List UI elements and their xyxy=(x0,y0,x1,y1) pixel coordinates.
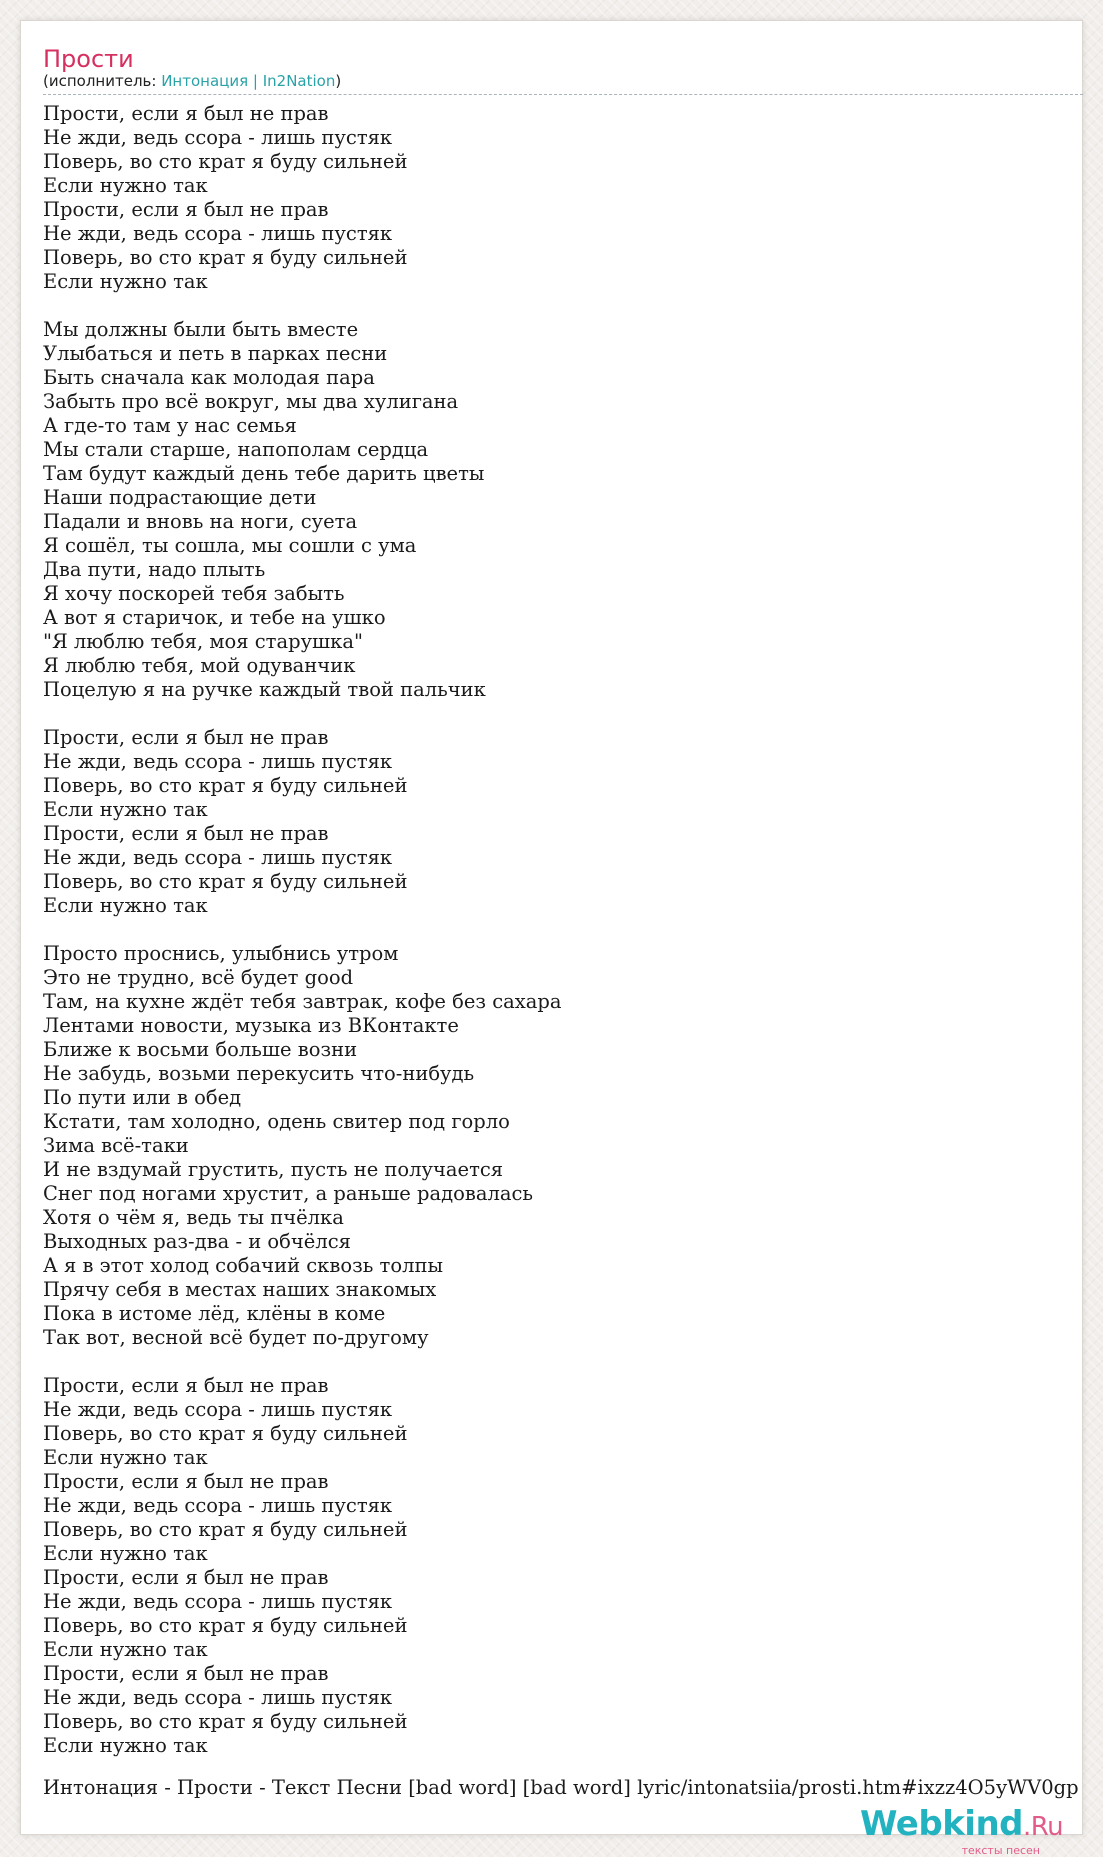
lyrics-line: Не жди, ведь ссора - лишь пустяк xyxy=(43,846,393,869)
lyrics-line: Не жди, ведь ссора - лишь пустяк xyxy=(43,1590,393,1613)
lyrics-line: Там, на кухне ждёт тебя завтрак, кофе без сахара xyxy=(43,990,562,1013)
lyrics-line: Просто проснись, улыбнись утром xyxy=(43,942,399,965)
lyrics-line: Прячу себя в местах наших знакомых xyxy=(43,1278,437,1301)
lyrics-line: А вот я старичок, и тебе на ушко xyxy=(43,606,386,629)
lyrics-line: Поверь, во сто крат я буду сильней xyxy=(43,1518,408,1541)
lyrics-line: И не вздумай грустить, пусть не получается xyxy=(43,1158,504,1181)
lyrics-line: Прости, если я был не прав xyxy=(43,1662,329,1685)
lyrics-line: Не жди, ведь ссора - лишь пустяк xyxy=(43,1686,393,1709)
source-line: Интонация - Прости - Текст Песни [bad word] [bad word] lyric/intonatsiia/prosti.htm#ixzz4O5yWV0gp xyxy=(43,1776,1079,1799)
lyrics-line: Там будут каждый день тебе дарить цветы xyxy=(43,462,485,485)
performer-suffix: ) xyxy=(335,72,342,90)
lyrics-line: Пока в истоме лёд, клёны в коме xyxy=(43,1302,386,1325)
lyrics-line: Снег под ногами хрустит, а раньше радовалась xyxy=(43,1182,534,1205)
lyrics-line: Поверь, во сто крат я буду сильней xyxy=(43,1614,408,1637)
lyrics-line: Мы должны были быть вместе xyxy=(43,318,359,341)
lyrics-line: А я в этот холод собачий сквозь толпы xyxy=(43,1254,443,1277)
logo-main-text: Webkind xyxy=(860,1804,1023,1844)
lyrics-stanza xyxy=(43,1374,1103,1758)
lyrics-line: Не жди, ведь ссора - лишь пустяк xyxy=(43,750,393,773)
lyrics-line: Прости, если я был не прав xyxy=(43,198,329,221)
performer-prefix: (исполнитель: xyxy=(43,72,162,90)
lyrics-line: Кстати, там холодно, одень свитер под горло xyxy=(43,1110,510,1133)
lyrics-line: Если нужно так xyxy=(43,1734,208,1757)
lyrics-line: Поверь, во сто крат я буду сильней xyxy=(43,1710,408,1733)
lyrics-line: Это не трудно, всё будет good xyxy=(43,966,354,989)
lyrics-line: Я люблю тебя, мой одуванчик xyxy=(43,654,356,677)
logo-suffix: .Ru xyxy=(1023,1812,1064,1842)
lyrics-line: Лентами новости, музыка из ВКонтакте xyxy=(43,1014,459,1037)
logo-tagline: тексты песен xyxy=(961,1844,1040,1857)
lyrics-line: Два пути, надо плыть xyxy=(43,558,266,581)
lyrics-line: Прости, если я был не прав xyxy=(43,1566,329,1589)
lyrics-line: Прости, если я был не прав xyxy=(43,726,329,749)
lyrics-line: По пути или в обед xyxy=(43,1086,242,1109)
lyrics-stanza xyxy=(43,318,1103,702)
lyrics-line: Поверь, во сто крат я буду сильней xyxy=(43,1422,408,1445)
lyrics-line: Если нужно так xyxy=(43,174,208,197)
lyrics-line: Если нужно так xyxy=(43,798,208,821)
lyrics-line: Не жди, ведь ссора - лишь пустяк xyxy=(43,1398,393,1421)
lyrics-line: Поверь, во сто крат я буду сильней xyxy=(43,246,408,269)
webkind-logo[interactable] xyxy=(860,1804,1064,1857)
lyrics-body xyxy=(43,102,1103,1782)
lyrics-line: Поверь, во сто крат я буду сильней xyxy=(43,150,408,173)
lyrics-card xyxy=(20,20,1083,1857)
performer-line xyxy=(43,71,1083,95)
lyrics-line: Не забудь, возьми перекусить что-нибудь xyxy=(43,1062,475,1085)
lyrics-line: Наши подрастающие дети xyxy=(43,486,317,509)
song-title: Прости xyxy=(43,45,134,73)
lyrics-line: Зима всё-таки xyxy=(43,1134,189,1157)
lyrics-stanza xyxy=(43,102,1103,294)
lyrics-line: Поцелую я на ручке каждый твой пальчик xyxy=(43,678,486,701)
logo-wordmark xyxy=(860,1804,1064,1844)
lyrics-line: Поверь, во сто крат я буду сильней xyxy=(43,870,408,893)
lyrics-line: Если нужно так xyxy=(43,270,208,293)
lyrics-line: Улыбаться и петь в парках песни xyxy=(43,342,388,365)
lyrics-line: Я хочу поскорей тебя забыть xyxy=(43,582,345,605)
lyrics-line: Быть сначала как молодая пара xyxy=(43,366,375,389)
lyrics-line: Выходных раз-два - и обчёлся xyxy=(43,1230,351,1253)
lyrics-line: Прости, если я был не прав xyxy=(43,822,329,845)
lyrics-line: Если нужно так xyxy=(43,1542,208,1565)
lyrics-line: Я сошёл, ты сошла, мы сошли с ума xyxy=(43,534,417,557)
lyrics-line: Если нужно так xyxy=(43,1446,208,1469)
lyrics-line: "Я люблю тебя, моя старушка" xyxy=(43,630,363,653)
lyrics-line: Прости, если я был не прав xyxy=(43,102,329,125)
lyrics-line: Не жди, ведь ссора - лишь пустяк xyxy=(43,222,393,245)
lyrics-line: Не жди, ведь ссора - лишь пустяк xyxy=(43,1494,393,1517)
lyrics-line: Забыть про всё вокруг, мы два хулигана xyxy=(43,390,459,413)
lyrics-line: Хотя о чём я, ведь ты пчёлка xyxy=(43,1206,344,1229)
lyrics-line: Если нужно так xyxy=(43,894,208,917)
lyrics-line: Прости, если я был не прав xyxy=(43,1470,329,1493)
performer-link[interactable]: Интонация | In2Nation xyxy=(161,72,336,90)
lyrics-line: Ближе к восьми больше возни xyxy=(43,1038,358,1061)
lyrics-line: Если нужно так xyxy=(43,1638,208,1661)
lyrics-stanza xyxy=(43,942,1103,1350)
lyrics-line: Прости, если я был не прав xyxy=(43,1374,329,1397)
lyrics-line: Поверь, во сто крат я буду сильней xyxy=(43,774,408,797)
lyrics-line: Мы стали старше, напополам сердца xyxy=(43,438,429,461)
lyrics-line: Не жди, ведь ссора - лишь пустяк xyxy=(43,126,393,149)
lyrics-line: Так вот, весной всё будет по-другому xyxy=(43,1326,429,1349)
lyrics-stanza xyxy=(43,726,1103,918)
lyrics-line: Падали и вновь на ноги, суета xyxy=(43,510,358,533)
lyrics-line: А где-то там у нас семья xyxy=(43,414,297,437)
